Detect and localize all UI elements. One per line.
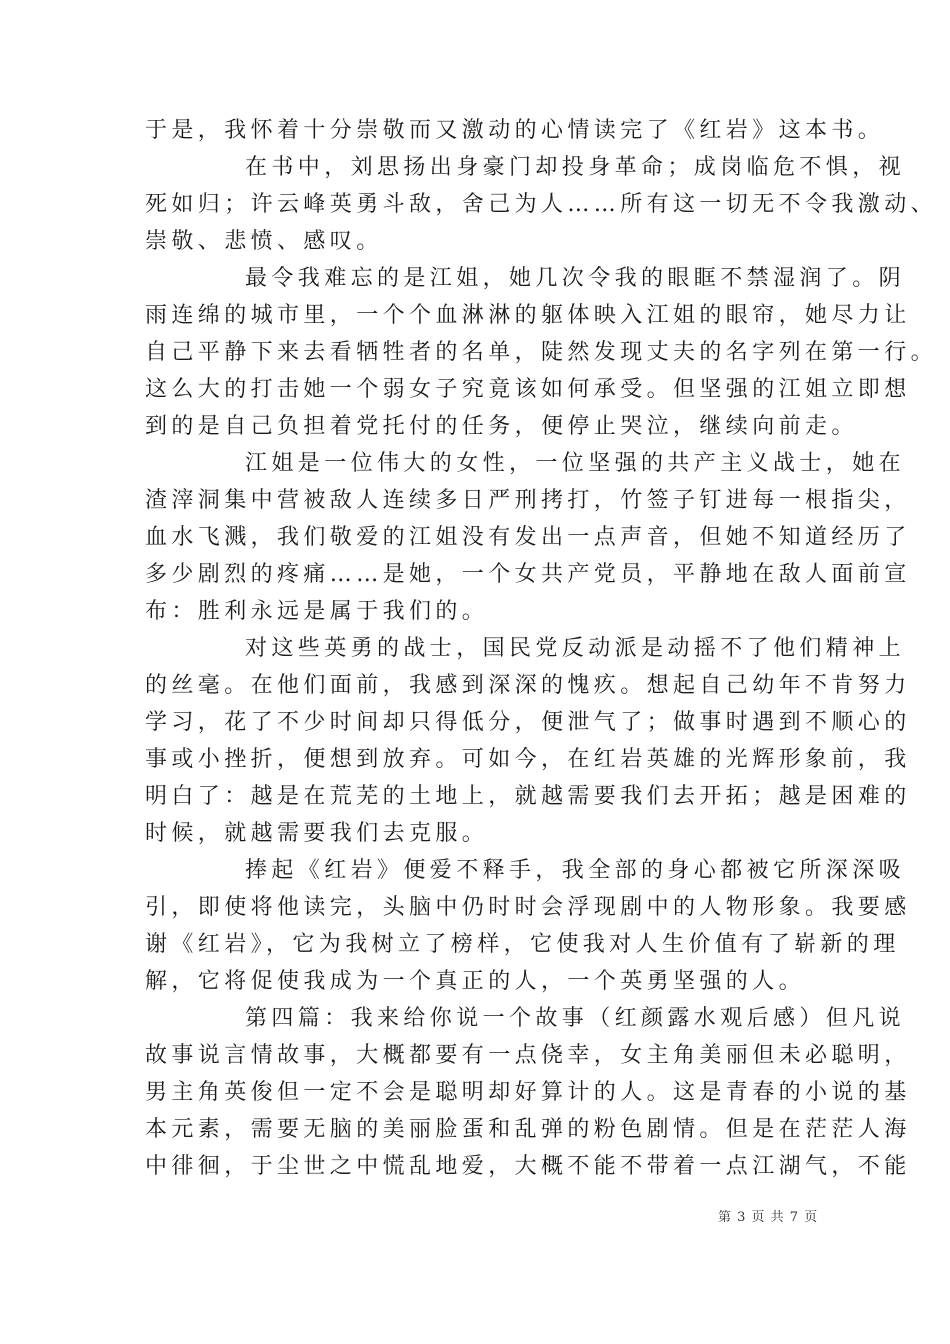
text-line: 捧起《红岩》便爱不释手，我全部的身心都被它所深深吸 [245,858,906,883]
text-line: 在书中，刘思扬出身豪门却投身革命；成岗临危不惧，视 [245,155,906,180]
text-line: 故事说言情故事，大概都要有一点侥幸，女主角美丽但未必聪明， [145,1043,911,1068]
text-line: 到的是自己负担着党托付的任务，便停止哭泣，继续向前走。 [145,414,858,439]
text-line: 时候，就越需要我们去克服。 [145,821,489,846]
text-line: 江姐是一位伟大的女性，一位坚强的共产主义战士，她在 [245,451,906,476]
text-line: 这么大的打击她一个弱女子究竟该如何承受。但坚强的江姐立即想 [145,377,911,402]
text-line: 中徘徊，于尘世之中慌乱地爱，大概不能不带着一点江湖气，不能 [145,1154,911,1179]
text-line: 的丝毫。在他们面前，我感到深深的愧疚。想起自己幼年不肯努力 [145,673,911,698]
text-line: 渣滓洞集中营被敌人连续多日严刑拷打，竹签子钉进每一根指尖， [145,488,911,513]
text-line: 最令我难忘的是江姐，她几次令我的眼眶不禁湿润了。阴 [245,266,906,291]
page-number-footer: 第 3 页 共 7 页 [718,1210,819,1225]
text-line: 解，它将促使我成为一个真正的人，一个英勇坚强的人。 [145,969,806,994]
text-line: 本元素，需要无脑的美丽脸蛋和乱弹的粉色剧情。但是在茫茫人海 [145,1117,911,1142]
text-line: 雨连绵的城市里，一个个血淋淋的躯体映入江姐的眼帘，她尽力让 [145,303,911,328]
text-line: 事或小挫折，便想到放弃。可如今，在红岩英雄的光辉形象前，我 [145,747,911,772]
text-line: 多少剧烈的疼痛……是她，一个女共产党员，平静地在敌人面前宣 [145,562,911,587]
text-line: 布：胜利永远是属于我们的。 [145,599,489,624]
text-line: 谢《红岩》，它为我树立了榜样，它使我对人生价值有了崭新的理 [145,932,900,957]
text-line: 自己平静下来去看牺牲者的名单，陡然发现丈夫的名字列在第一行。 [145,340,938,365]
text-line: 于是，我怀着十分崇敬而又激动的心情读完了《红岩》这本书。 [145,118,885,143]
text-line: 明白了：越是在荒芜的土地上，就越需要我们去开拓；越是困难的 [145,784,911,809]
text-line: 对这些英勇的战士，国民党反动派是动摇不了他们精神上 [245,636,906,661]
text-line: 第四篇：我来给你说一个故事（红颜露水观后感）但凡说 [245,1006,906,1031]
document-body [145,112,938,1185]
text-line: 血水飞溅，我们敬爱的江姐没有发出一点声音，但她不知道经历了 [145,525,911,550]
text-line: 崇敬、悲愤、感叹。 [145,229,383,254]
text-line: 死如归；许云峰英勇斗敌，舍己为人……所有这一切无不令我激动、 [145,192,938,217]
text-line: 引，即使将他读完，头脑中仍时时会浮现剧中的人物形象。我要感 [145,895,911,920]
text-line: 学习，花了不少时间却只得低分，便泄气了；做事时遇到不顺心的 [145,710,911,735]
text-line: 男主角英俊但一定不会是聪明却好算计的人。这是青春的小说的基 [145,1080,911,1105]
